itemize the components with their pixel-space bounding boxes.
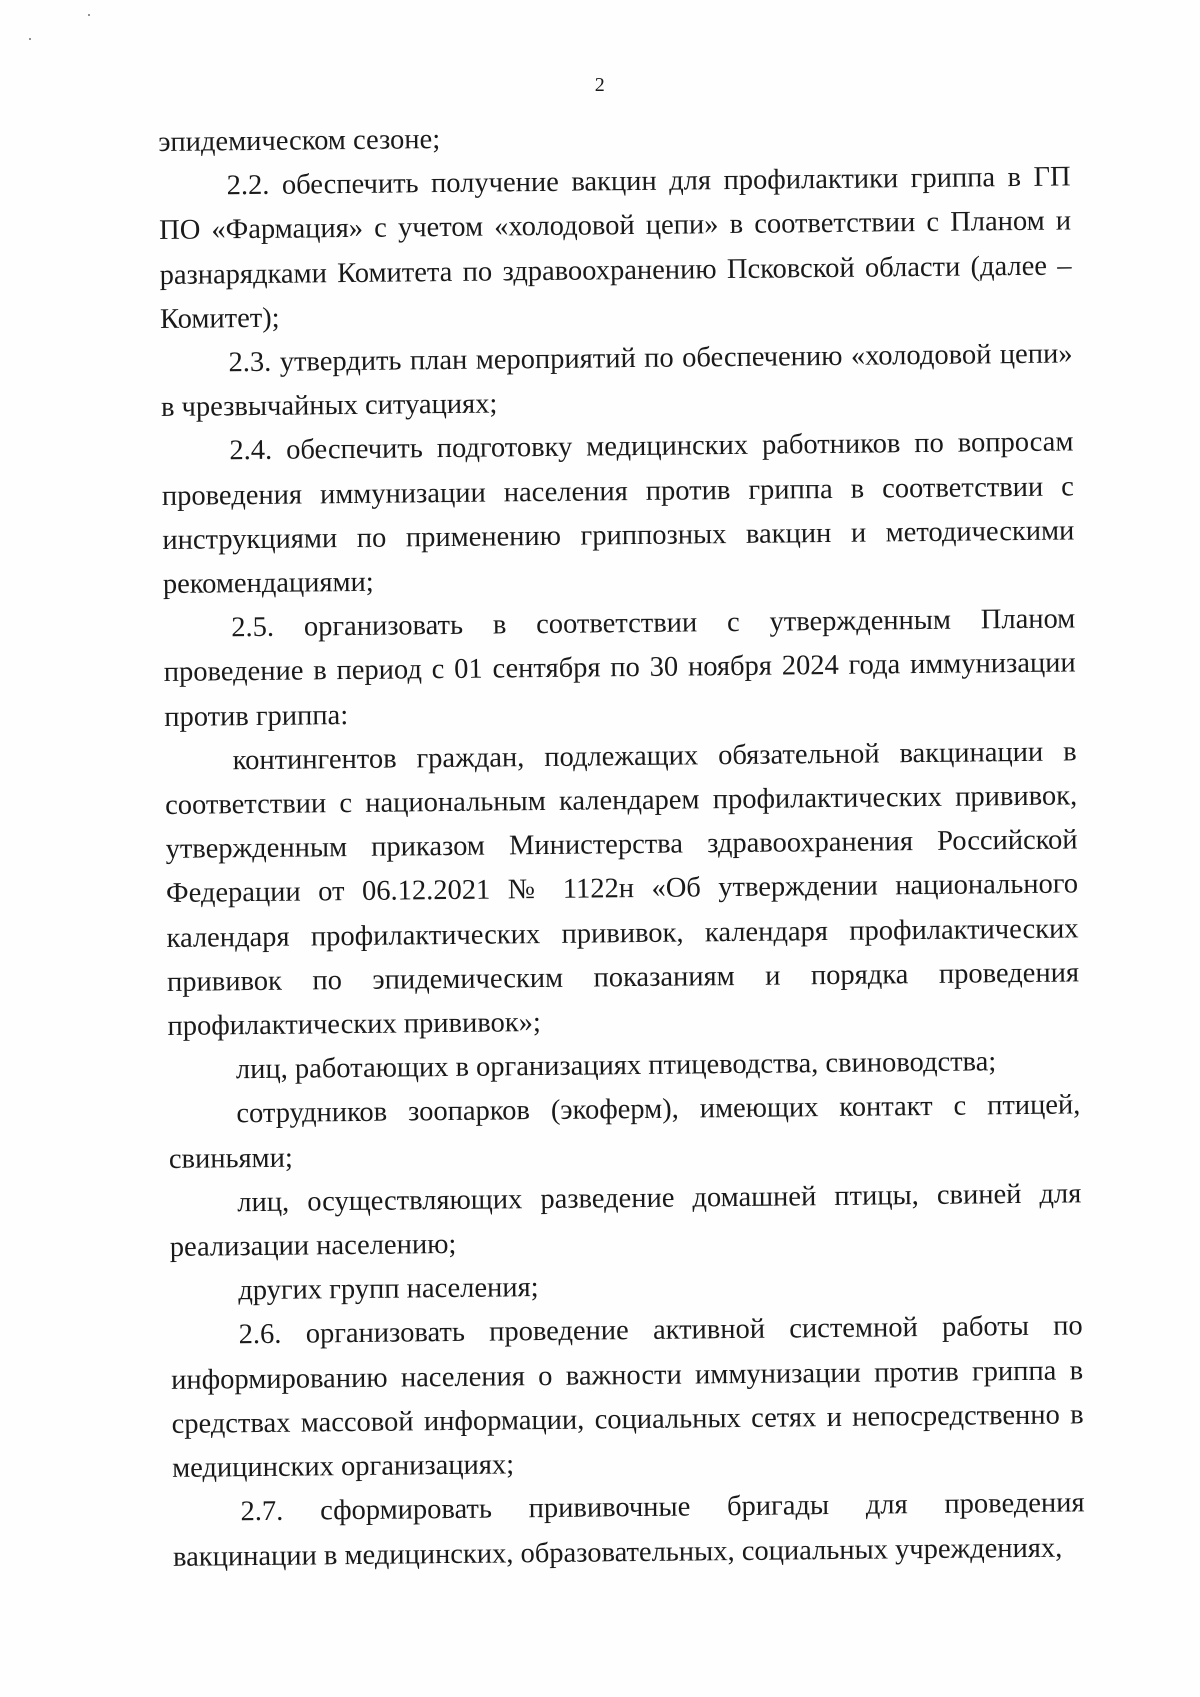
paragraph-p7: сотрудников зоопарков (экоферм), имеющих контакт с птицей, свиньями; (168, 1089, 1081, 1175)
paragraph-p3: 2.4. обеспечить подготовку медицинских работников по вопросам проведения иммунизации населения против гриппа в соответствии с инструкциями по применению гриппозных вакцин и методическими рекомендациями; (161, 426, 1075, 601)
paragraph-p1: 2.2. обеспечить получение вакцин для профилактики гриппа в ГП ПО «Фармация» с учетом «холодовой цепи» в соответствии с Планом и разнарядками Комитета по здравоохранению Псковской области (далее – Комитет); (158, 161, 1072, 335)
paragraph-p11: 2.7. сформировать прививочные бригады для проведения вакцинации в медицинских, образовательных, социальных учреждениях, (172, 1487, 1085, 1573)
paragraph-p10: 2.6. организовать проведение активной системной работы по информированию населения о важности иммунизации против гриппа в средствах массовой информации, социальных сетях и непосредственно в медицинских организациях; (171, 1310, 1084, 1485)
paragraph-p4: 2.5. организовать в соответствии с утвержденным Планом проведение в период с 01 сентября по 30 ноября 2024 года иммунизации против гриппа: (163, 603, 1076, 733)
paragraph-p5: контингентов граждан, подлежащих обязательной вакцинации в соответствии с национальным календарем профилактических прививок, утвержденным приказом Министерства здравоохранения Российской Федерации от 06.12.2021 № 1122н «Об утверждении национального календаря профилактических прививок, календаря профилактических прививок по эпидемическим показаниям и порядка проведения профилактических прививок»; (165, 736, 1080, 1043)
scan-speck (29, 38, 31, 40)
paragraph-p2: 2.3. утвердить план мероприятий по обеспечению «холодовой цепи» в чрезвычайных ситуациях; (160, 338, 1073, 424)
paragraph-p8: лиц, осуществляющих разведение домашней птицы, свиней для реализации населению; (169, 1178, 1082, 1264)
paragraph-p9: других групп населения; (238, 1272, 539, 1307)
page-number: 2 (594, 74, 606, 96)
paragraph-p6: лиц, работающих в организациях птицеводства, свиноводства; (235, 1046, 997, 1086)
scan-speck (88, 14, 90, 16)
paragraph-p0: эпидемическом сезоне; (158, 124, 441, 158)
document-body (158, 111, 1085, 1579)
